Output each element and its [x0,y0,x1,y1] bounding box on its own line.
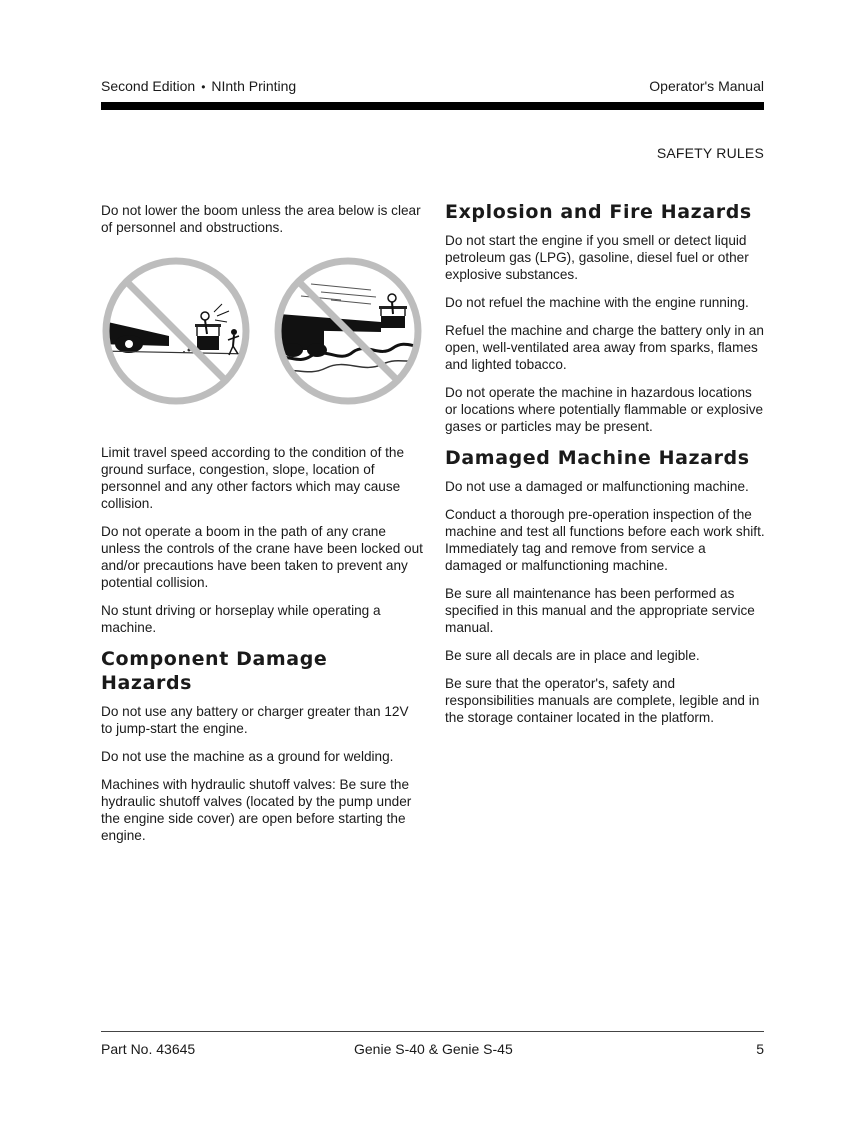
model-name: Genie S-40 & Genie S-45 [354,1041,513,1057]
inspection-paragraph: Conduct a thorough pre-operation inspection of the machine and test all functions before each work shift. Immediately tag and remove from service a damaged or malfunctioning machine. [445,507,765,573]
no-lowering-boom-onto-person-icon [99,254,253,408]
battery-paragraph: Do not use any battery or charger greater than 12V to jump-start the engine. [101,704,409,736]
bullet: • [201,80,206,94]
hazardous-locations-paragraph: Do not operate the machine in hazardous locations or locations where potentially flammable or explosive gases or particles may be present. [445,385,764,434]
manuals-paragraph: Be sure that the operator's, safety and responsibilities manuals are complete, legible and in the storage container located in the platform. [445,676,760,725]
header-rule [101,102,764,110]
refuel-area-paragraph: Refuel the machine and charge the battery only in an open, well-ventilated area away from sparks, flames and lighted tobacco. [445,323,764,372]
left-column [101,202,423,855]
lpg-paragraph: Do not start the engine if you smell or detect liquid petroleum gas (LPG), gasoline, diesel fuel or other explosive substances. [445,233,749,282]
safety-illustrations [99,254,423,412]
refuel-running-paragraph: Do not refuel the machine with the engine running. [445,295,749,310]
edition: Second Edition [101,78,196,94]
damaged-machine-heading: Damaged Machine Hazards [445,447,750,469]
damaged-machine-paragraph: Do not use a damaged or malfunctioning machine. [445,479,749,494]
page-number: 5 [756,1041,764,1057]
travel-speed-paragraph: Limit travel speed according to the condition of the ground surface, congestion, slope, location of personnel and any other factors which may cause collision. [101,445,405,511]
explosion-fire-heading: Explosion and Fire Hazards [445,201,752,223]
no-speeding-rough-terrain-icon [271,254,425,408]
footer-rule [101,1031,764,1032]
right-column [445,200,765,737]
printing: NInth Printing [211,78,297,94]
edition-line [101,78,296,94]
manual-title: Operator's Manual [649,78,764,94]
crane-path-paragraph: Do not operate a boom in the path of any crane unless the controls of the crane have been locked out and/or precautions have been taken to prevent any potential collision. [101,524,423,590]
decals-paragraph: Be sure all decals are in place and legible. [445,648,700,663]
hydraulic-valves-paragraph: Machines with hydraulic shutoff valves: Be sure the hydraulic shutoff valves (located by the pump under the engine side cover) are open before starting the engine. [101,777,412,843]
component-damage-heading: Component Damage Hazards [101,648,328,694]
intro-paragraph: Do not lower the boom unless the area below is clear of personnel and obstructions. [101,203,421,235]
section-label: SAFETY RULES [656,145,764,161]
part-number: Part No. 43645 [101,1041,196,1057]
stunt-driving-paragraph: No stunt driving or horseplay while operating a machine. [101,603,381,635]
maintenance-paragraph: Be sure all maintenance has been performed as specified in this manual and the appropriate service manual. [445,586,755,635]
welding-paragraph: Do not use the machine as a ground for welding. [101,749,394,764]
